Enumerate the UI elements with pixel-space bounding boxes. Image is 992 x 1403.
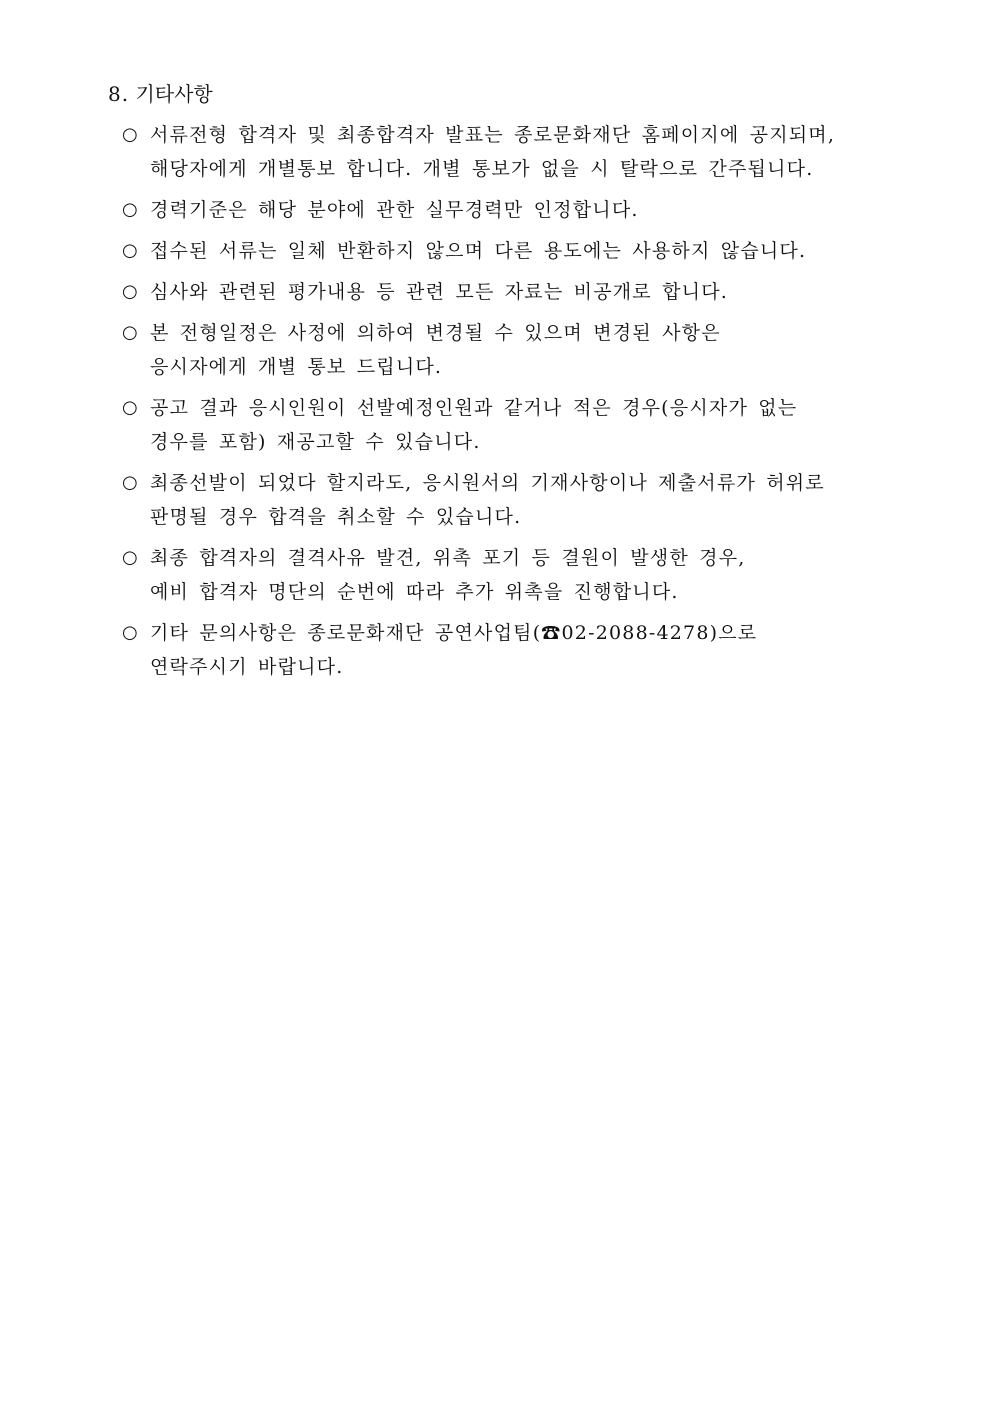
list-item (122, 616, 922, 684)
item-line: 공고 결과 응시인원이 선발예정인원과 같거나 적은 경우(응시자가 없는 (150, 397, 798, 419)
item-line: 경우를 포함) 재공고할 수 있습니다. (150, 431, 481, 453)
item-line: 최종 합격자의 결격사유 발견, 위촉 포기 등 결원이 발생한 경우, (150, 547, 746, 569)
item-line: 연락주시기 바랍니다. (150, 656, 344, 678)
item-line: 최종선발이 되었다 할지라도, 응시원서의 기재사항이나 제출서류가 허위로 (150, 472, 825, 494)
circle-bullet-icon: ○ (122, 547, 138, 568)
item-line: 판명될 경우 합격을 취소할 수 있습니다. (150, 506, 522, 528)
circle-bullet-icon: ○ (122, 281, 138, 302)
list-item (122, 118, 922, 186)
item-line: 응시자에게 개별 통보 드립니다. (150, 356, 443, 378)
section-number: 8. (108, 82, 130, 106)
item-line: 심사와 관련된 평가내용 등 관련 모든 자료는 비공개로 합니다. (150, 281, 729, 303)
circle-bullet-icon: ○ (122, 124, 138, 145)
circle-bullet-icon: ○ (122, 472, 138, 493)
circle-bullet-icon: ○ (122, 322, 138, 343)
circle-bullet-icon: ○ (122, 240, 138, 261)
item-line: 접수된 서류는 일체 반환하지 않으며 다른 용도에는 사용하지 않습니다. (150, 240, 807, 262)
list-item (122, 275, 922, 309)
list-item (122, 316, 922, 384)
section-heading (108, 80, 213, 108)
list-item (122, 234, 922, 268)
section-title-text: 기타사항 (135, 82, 213, 106)
list-item (122, 541, 922, 609)
item-line: 서류전형 합격자 및 최종합격자 발표는 종로문화재단 홈페이지에 공지되며, (150, 124, 836, 146)
circle-bullet-icon: ○ (122, 622, 138, 643)
list-item (122, 391, 922, 459)
notice-list (122, 118, 922, 691)
list-item (122, 193, 922, 227)
circle-bullet-icon: ○ (122, 397, 138, 418)
item-line: 예비 합격자 명단의 순번에 따라 추가 위촉을 진행합니다. (150, 581, 679, 603)
circle-bullet-icon: ○ (122, 199, 138, 220)
list-item (122, 466, 922, 534)
item-line: 본 전형일정은 사정에 의하여 변경될 수 있으며 변경된 사항은 (150, 322, 721, 344)
item-line: 기타 문의사항은 종로문화재단 공연사업팀(☎02-2088-4278)으로 (150, 622, 758, 644)
item-line: 경력기준은 해당 분야에 관한 실무경력만 인정합니다. (150, 199, 639, 221)
item-line: 해당자에게 개별통보 합니다. 개별 통보가 없을 시 탈락으로 간주됩니다. (150, 158, 814, 180)
